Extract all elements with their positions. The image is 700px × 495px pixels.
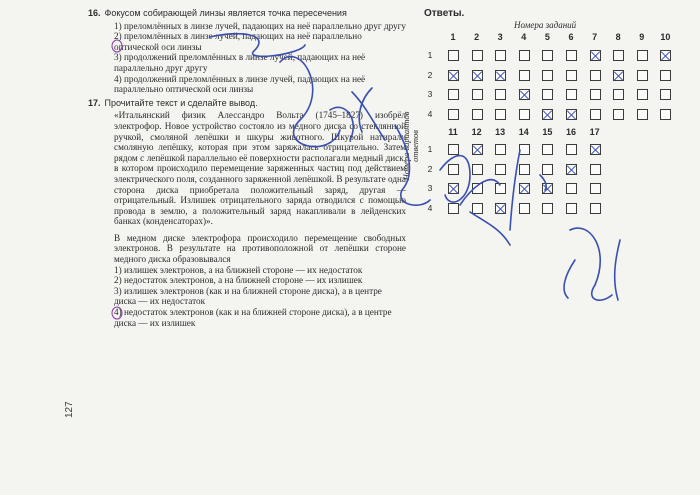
answer-cell[interactable] [566, 203, 577, 214]
answer-cell-marked[interactable] [542, 183, 553, 194]
grid-column-number: 6 [568, 32, 574, 42]
grid-row-number: 3 [427, 183, 433, 193]
question-17-header [88, 98, 406, 109]
grid-column-number: 17 [589, 127, 600, 137]
answer-cell[interactable] [566, 144, 577, 155]
answer-cell[interactable] [472, 50, 483, 61]
answer-cell[interactable] [566, 50, 577, 61]
question-17-option: 2) недостаток электронов, а на ближней стороне — их излишек [114, 275, 363, 286]
answer-cell[interactable] [495, 164, 506, 175]
answer-cell[interactable] [472, 164, 483, 175]
answer-cell[interactable] [448, 109, 459, 120]
answer-cell[interactable] [472, 183, 483, 194]
question-16-text: Фокусом собирающей линзы является точка пересечения [104, 8, 347, 18]
answers-title: Ответы. [424, 8, 465, 19]
grid-column-number: 5 [544, 32, 550, 42]
answer-cell[interactable] [590, 203, 601, 214]
answer-cell[interactable] [590, 70, 601, 81]
grid-row-number: 4 [427, 108, 433, 119]
grid-column-number: 12 [471, 127, 482, 137]
answer-cell-marked[interactable] [519, 89, 530, 100]
answer-cell[interactable] [519, 203, 530, 214]
answer-cell[interactable] [637, 109, 648, 120]
grid-column-number: 11 [448, 127, 458, 137]
question-17-text: Прочитайте текст и сделайте вывод. [104, 97, 258, 108]
answer-cell[interactable] [495, 144, 506, 155]
answer-cell-marked[interactable] [495, 70, 506, 81]
answer-cell-marked[interactable] [448, 183, 459, 194]
grid-row-number: 2 [427, 163, 433, 174]
answer-cell[interactable] [495, 50, 506, 61]
question-17-number: 17. [88, 97, 101, 108]
answer-cell-marked[interactable] [495, 203, 506, 214]
grid-column-number: 16 [565, 127, 576, 137]
answer-cell[interactable] [542, 50, 553, 61]
questions-column [88, 8, 406, 328]
question-17-option: 1) излишек электронов, а на ближней стороне — их недостаток [114, 264, 363, 275]
grid-column-number: 1 [450, 32, 456, 42]
question-17-option: 4) недостаток электронов (как и на ближней стороне диска), а в центре диска — их излишек [114, 307, 392, 328]
grid-column-number: 10 [660, 32, 671, 42]
answer-cell[interactable] [448, 203, 459, 214]
answer-cell[interactable] [542, 164, 553, 175]
answer-cell[interactable] [590, 109, 601, 120]
answer-cell[interactable] [637, 89, 648, 100]
answer-cell-marked[interactable] [472, 144, 483, 155]
answer-cell[interactable] [590, 183, 601, 194]
grid-column-number: 15 [542, 127, 553, 137]
answer-cell[interactable] [542, 70, 553, 81]
answer-cell-marked[interactable] [542, 109, 553, 120]
answer-cell-marked[interactable] [590, 50, 601, 61]
answer-cell-marked[interactable] [566, 109, 577, 120]
answer-cell-marked[interactable] [613, 70, 624, 81]
grid-column-number: 3 [497, 32, 503, 42]
answer-cell[interactable] [519, 70, 530, 81]
answer-cell-marked[interactable] [519, 183, 530, 194]
answer-grid-title: Номера заданий [514, 20, 577, 30]
grid-column-number: 8 [615, 32, 621, 42]
answer-cell[interactable] [637, 70, 648, 81]
answer-cell[interactable] [448, 144, 459, 155]
answer-cell[interactable] [495, 109, 506, 120]
answer-grid-side-label: Номера вариантов ответов [401, 111, 420, 181]
answer-cell[interactable] [566, 89, 577, 100]
answer-cell[interactable] [519, 144, 530, 155]
question-17-question: В медном диске электрофора происходило перемещение свободных электронов. В результате на противоположной от лепёшки стороне медного диска образовывался [114, 232, 406, 265]
answer-cell[interactable] [660, 109, 671, 120]
question-16-header [88, 8, 406, 19]
answer-cell[interactable] [542, 89, 553, 100]
answer-cell-marked[interactable] [660, 50, 671, 61]
answer-cell[interactable] [637, 50, 648, 61]
question-17-passage: «Итальянский физик Алессандро Вольта (1745–1827) изобрёл электрофор. Новое устройство состояло из медного диска со стеклянной ручкой, смоляной лепёшки и шкуры животного. Шкурой натирали смоляную лепёшку, которая при этом заряжалась отрицательно. Затем рядом с лепёшкой параллельно её поверхности располагали медный диск, в котором происходило перемещение заряженных частиц под действием электрического поля, созданного заряженной лепёшкой. В результате одна сторона диска приобретала положительный заряд, другая — отрицательный. Излишек отрицательного заряда отводился с помощью провода в землю, а положительный заряд накапливали в лейденских банках (конденсаторах)». [114, 110, 406, 227]
grid-column-number: 14 [518, 127, 529, 137]
answer-cell[interactable] [472, 203, 483, 214]
answer-cell[interactable] [448, 89, 459, 100]
answer-cell[interactable] [566, 183, 577, 194]
answer-cell[interactable] [448, 50, 459, 61]
question-17-option: 3) излишек электронов (как и на ближней стороне диска), а в центре диска — их недостаток [114, 285, 382, 307]
question-16-option: 3) продолжений преломлённых в линзе лучей, падающих на неё параллельно друг другу [114, 52, 366, 73]
answer-cell[interactable] [613, 50, 624, 61]
grid-row-number: 4 [427, 202, 433, 213]
answer-cell[interactable] [660, 70, 671, 81]
grid-column-number: 7 [592, 32, 598, 42]
grid-row-number: 1 [427, 50, 433, 60]
answer-cell-marked[interactable] [566, 164, 577, 175]
answer-cell[interactable] [542, 144, 553, 155]
grid-row-number: 3 [427, 89, 433, 99]
question-16-option: 2) преломлённых в линзе лучей, падающих на неё параллельно оптической оси линзы [114, 31, 362, 52]
grid-column-number: 2 [474, 32, 480, 42]
answer-cell[interactable] [590, 89, 601, 100]
page-number: 127 [64, 401, 75, 418]
question-16-option: 4) продолжений преломлённых в линзе лучей, падающих на неё параллельно оптической оси линзы [114, 73, 366, 95]
answer-cell[interactable] [660, 89, 671, 100]
answer-cell[interactable] [542, 203, 553, 214]
answer-cell-marked[interactable] [472, 70, 483, 81]
answer-cell[interactable] [613, 89, 624, 100]
answer-cell-marked[interactable] [590, 144, 601, 155]
grid-column-number: 9 [639, 32, 645, 42]
question-16-number: 16. [88, 8, 101, 18]
answer-cell[interactable] [590, 164, 601, 175]
answer-cell[interactable] [448, 164, 459, 175]
grid-column-number: 13 [495, 127, 506, 137]
answer-cell[interactable] [613, 109, 624, 120]
grid-row-number: 2 [427, 69, 433, 80]
question-16-option: 1) преломлённых в линзе лучей, падающих на неё параллельно друг другу [114, 20, 406, 31]
answer-cell[interactable] [472, 89, 483, 100]
grid-row-number: 1 [427, 144, 433, 154]
answer-cell[interactable] [519, 164, 530, 175]
answer-cell[interactable] [566, 70, 577, 81]
answer-cell[interactable] [472, 109, 483, 120]
answer-cell[interactable] [495, 183, 506, 194]
answer-cell-marked[interactable] [448, 70, 459, 81]
grid-column-number: 4 [521, 32, 527, 42]
answer-cell[interactable] [495, 89, 506, 100]
answer-cell[interactable] [519, 109, 530, 120]
answer-cell[interactable] [519, 50, 530, 61]
